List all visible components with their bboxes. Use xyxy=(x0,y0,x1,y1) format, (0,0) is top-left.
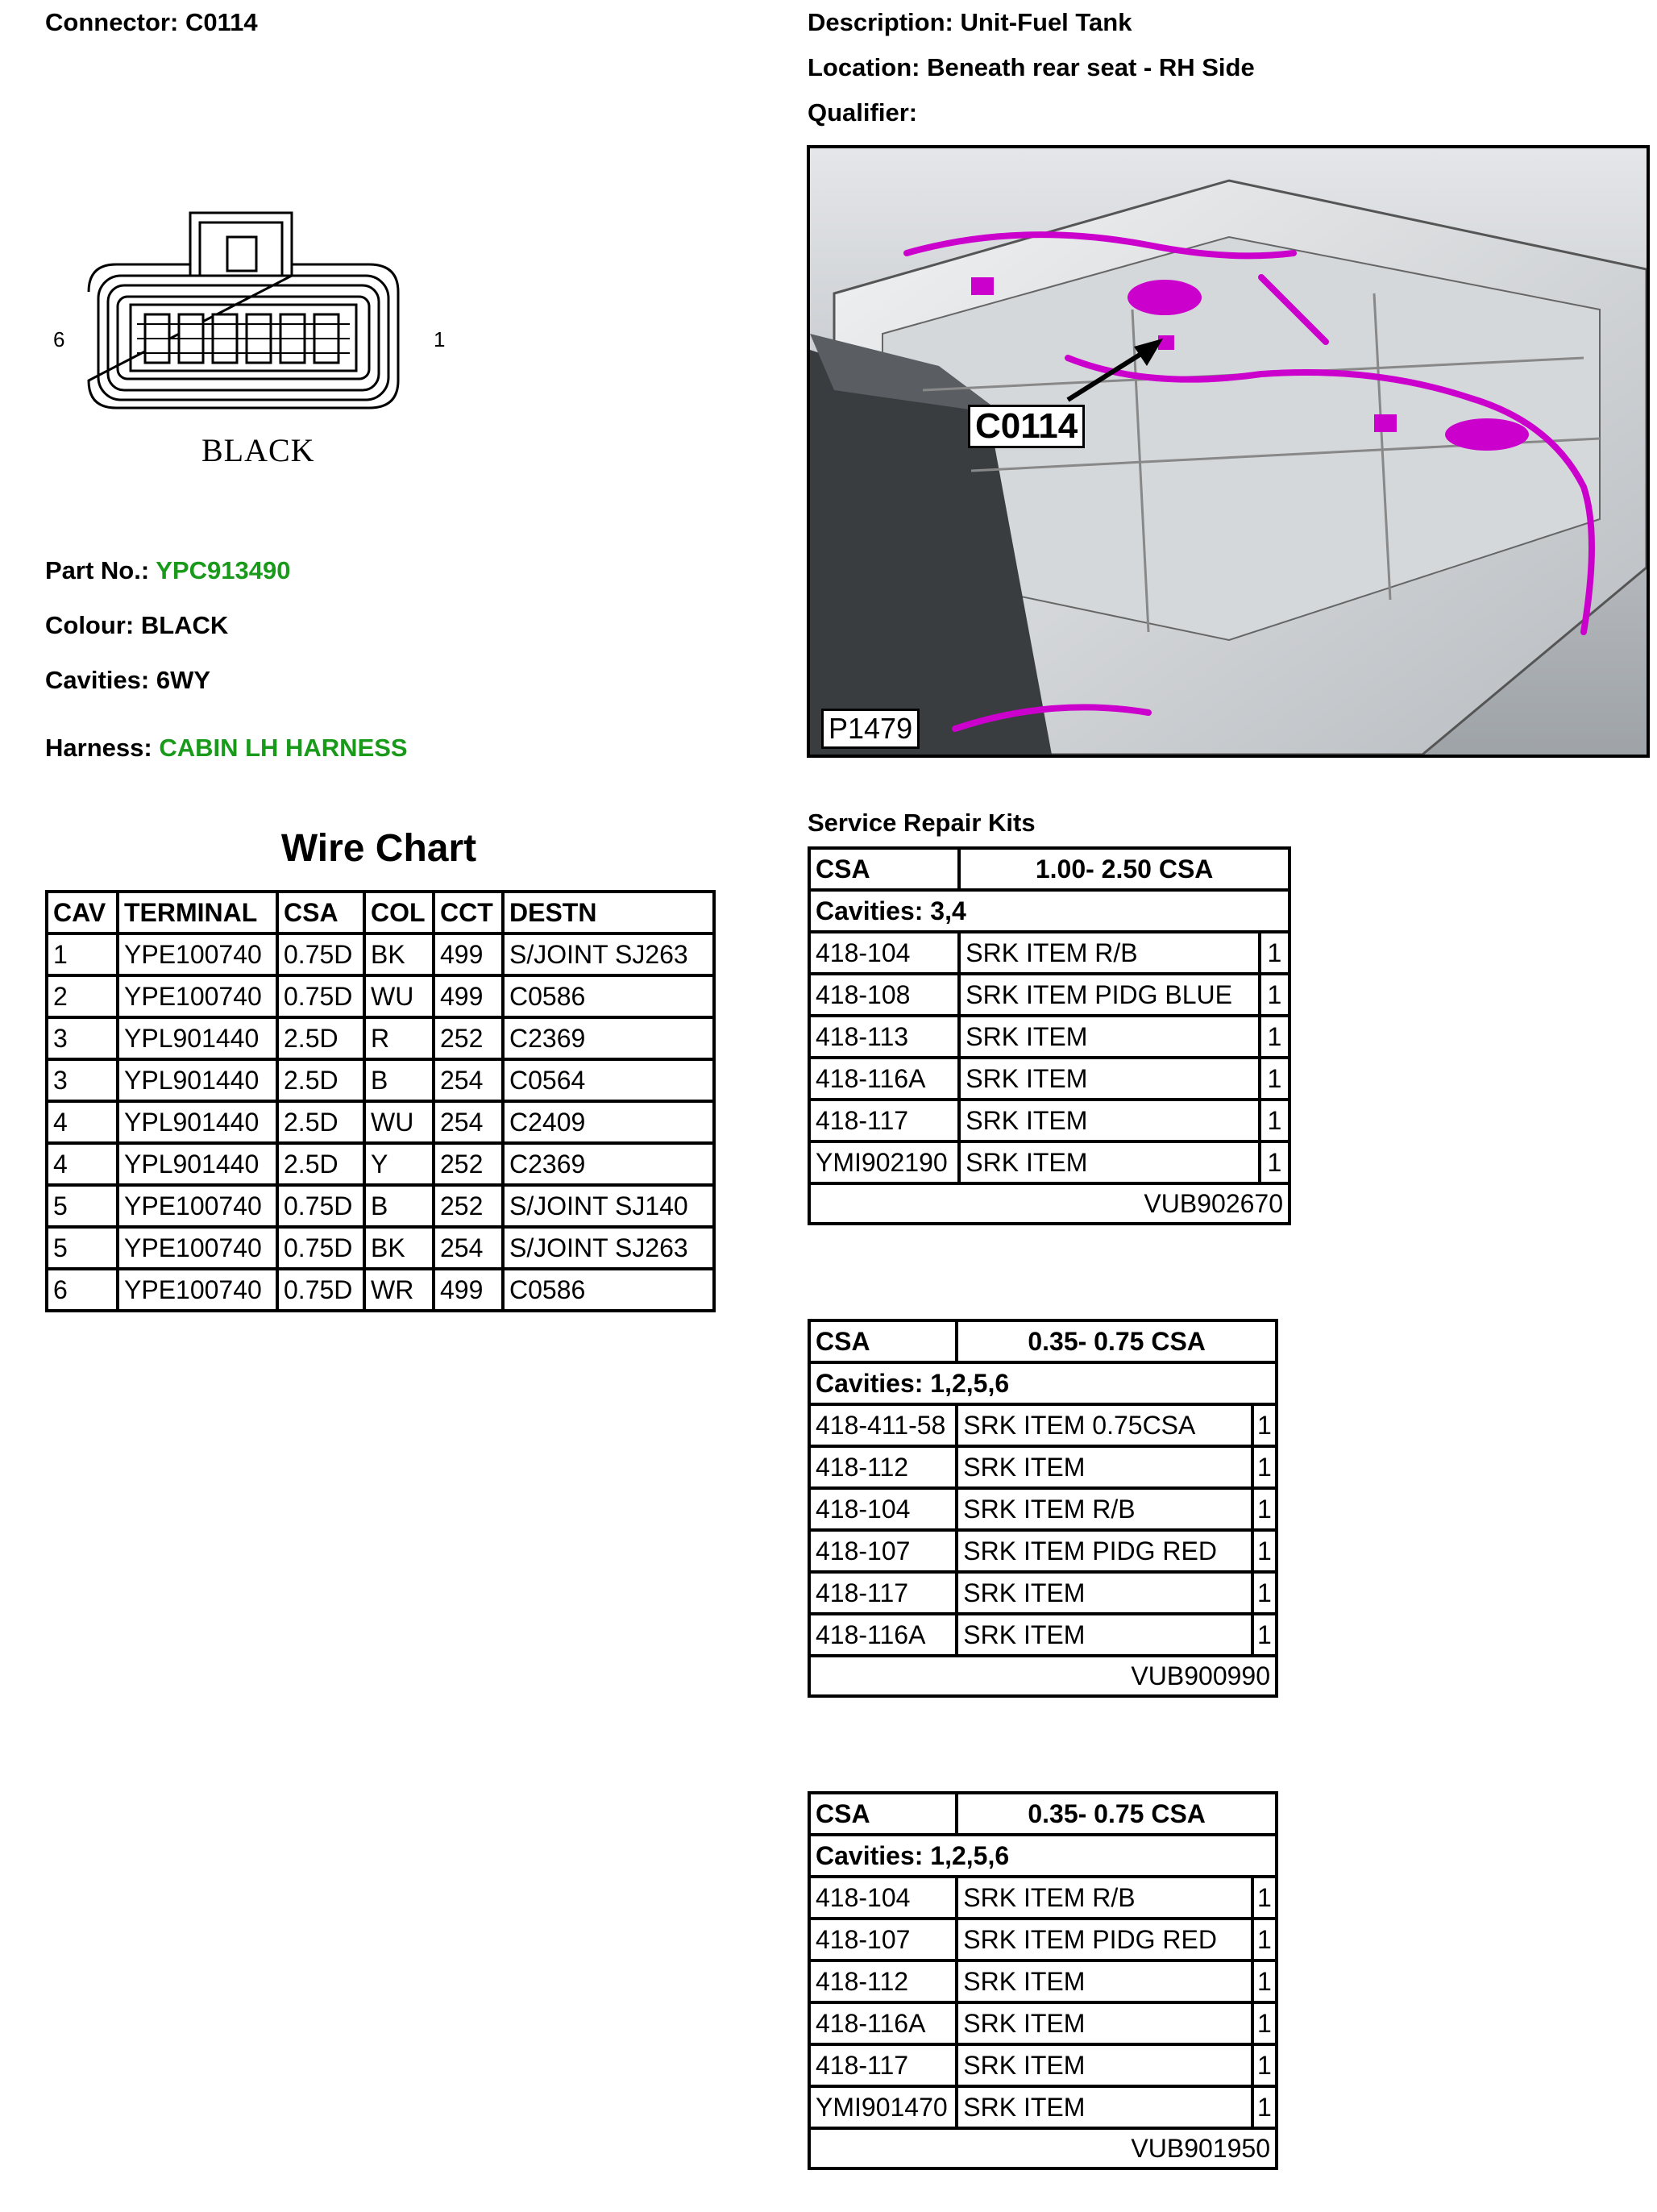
description-line xyxy=(808,8,1132,37)
kit-item-quantity: 1 xyxy=(1252,2086,1277,2128)
kit-item-description: SRK ITEM xyxy=(957,1614,1252,1656)
kit-item-part: 418-117 xyxy=(809,1100,959,1141)
kit-item-part: 418-104 xyxy=(809,932,959,974)
kit-csa-label: CSA xyxy=(809,1320,957,1362)
repair-kit-table xyxy=(808,1319,1278,1698)
kit-item-quantity: 1 xyxy=(1252,2044,1277,2086)
kit-item-row xyxy=(809,1488,1277,1530)
wire-chart-cell: YPE100740 xyxy=(118,1185,277,1227)
wire-chart-cell: YPL901440 xyxy=(118,1017,277,1059)
wire-chart-column-header: TERMINAL xyxy=(118,892,277,933)
wire-chart-cell: 0.75D xyxy=(277,1227,364,1269)
cavities-value: 6WY xyxy=(156,666,211,694)
kit-item-part: 418-116A xyxy=(809,1614,957,1656)
wire-chart-cell: C0586 xyxy=(503,1269,714,1311)
wire-chart-cell: C2409 xyxy=(503,1101,714,1143)
kit-item-row xyxy=(809,1572,1277,1614)
part-number-link[interactable]: YPC913490 xyxy=(156,556,291,584)
wire-chart-cell: YPL901440 xyxy=(118,1059,277,1101)
kit-item-description: SRK ITEM xyxy=(957,2086,1252,2128)
wire-chart-header xyxy=(47,892,714,933)
wire-chart-cell: S/JOINT SJ263 xyxy=(503,1227,714,1269)
kit-item-description: SRK ITEM xyxy=(957,1572,1252,1614)
kit-csa-label: CSA xyxy=(809,848,959,890)
kit-item-part: 418-104 xyxy=(809,1877,957,1919)
kit-item-quantity: 1 xyxy=(1252,1614,1277,1656)
callout-label: C0114 xyxy=(968,405,1085,448)
kit-item-quantity: 1 xyxy=(1260,1016,1289,1058)
kit-item-description: SRK ITEM R/B xyxy=(957,1877,1252,1919)
wire-chart-cell: 2.5D xyxy=(277,1059,364,1101)
wire-chart-cell: C2369 xyxy=(503,1143,714,1185)
wire-chart-column-header: CAV xyxy=(47,892,118,933)
wire-chart-row xyxy=(47,1059,714,1101)
kit-item-description: SRK ITEM R/B xyxy=(959,932,1260,974)
kit-item-description: SRK ITEM xyxy=(957,1446,1252,1488)
wire-chart-cell: 3 xyxy=(47,1017,118,1059)
kit-item-row xyxy=(809,2044,1277,2086)
wire-chart-row xyxy=(47,1227,714,1269)
kit-cavities: Cavities: 1,2,5,6 xyxy=(809,1835,1277,1877)
kit-item-row xyxy=(809,974,1289,1016)
wire-chart-row xyxy=(47,1017,714,1059)
kit-item-row xyxy=(809,1100,1289,1141)
kit-cavities-row xyxy=(809,1362,1277,1404)
kit-item-part: 418-107 xyxy=(809,1530,957,1572)
harness-label: Harness: xyxy=(45,734,152,762)
kit-item-row xyxy=(809,2086,1277,2128)
wire-chart-cell: 254 xyxy=(434,1227,503,1269)
wire-chart-cell: BK xyxy=(364,933,434,975)
wire-chart-row xyxy=(47,1101,714,1143)
kit-item-description: SRK ITEM xyxy=(957,2044,1252,2086)
wire-chart-cell: YPL901440 xyxy=(118,1143,277,1185)
wire-chart-cell: YPE100740 xyxy=(118,933,277,975)
kit-item-row xyxy=(809,2002,1277,2044)
kit-item-quantity: 1 xyxy=(1252,1488,1277,1530)
kit-footer-row xyxy=(809,1656,1277,1696)
wire-chart-cell: 5 xyxy=(47,1185,118,1227)
wire-chart-cell: S/JOINT SJ140 xyxy=(503,1185,714,1227)
kit-item-row xyxy=(809,932,1289,974)
qualifier-line xyxy=(808,98,917,127)
wire-chart-row xyxy=(47,1143,714,1185)
wire-chart-cell: 4 xyxy=(47,1101,118,1143)
kit-item-description: SRK ITEM PIDG RED xyxy=(957,1530,1252,1572)
connector-heading-label: Connector: xyxy=(45,8,179,36)
wire-chart-cell: WU xyxy=(364,975,434,1017)
wire-chart-cell: 2.5D xyxy=(277,1101,364,1143)
kit-csa-range: 1.00- 2.50 CSA xyxy=(959,848,1289,890)
wire-chart-cell: C0586 xyxy=(503,975,714,1017)
kit-item-row xyxy=(809,1919,1277,1960)
kit-csa-range: 0.35- 0.75 CSA xyxy=(957,1320,1277,1362)
kit-item-row xyxy=(809,1141,1289,1183)
wire-chart-cell: S/JOINT SJ263 xyxy=(503,933,714,975)
kit-cavities: Cavities: 3,4 xyxy=(809,890,1289,932)
wire-chart-cell: 0.75D xyxy=(277,1269,364,1311)
wire-chart-cell: 499 xyxy=(434,1269,503,1311)
kit-item-description: SRK ITEM xyxy=(959,1058,1260,1100)
kit-item-description: SRK ITEM xyxy=(959,1100,1260,1141)
kit-item-quantity: 1 xyxy=(1252,1572,1277,1614)
wire-chart-table xyxy=(45,890,716,1312)
wire-chart-cell: 252 xyxy=(434,1185,503,1227)
connector-heading xyxy=(45,8,258,37)
kit-item-quantity: 1 xyxy=(1260,1100,1289,1141)
photo-code: P1479 xyxy=(821,709,920,749)
kit-item-row xyxy=(809,1530,1277,1572)
kit-item-part: 418-116A xyxy=(809,1058,959,1100)
kit-item-quantity: 1 xyxy=(1252,1960,1277,2002)
kit-item-quantity: 1 xyxy=(1252,1877,1277,1919)
kit-csa-range: 0.35- 0.75 CSA xyxy=(957,1793,1277,1835)
colour-line xyxy=(45,611,228,640)
kit-item-description: SRK ITEM xyxy=(957,1960,1252,2002)
wire-chart-cell: 0.75D xyxy=(277,933,364,975)
part-number-line xyxy=(45,556,290,585)
wire-chart-row xyxy=(47,975,714,1017)
wire-chart-cell: YPE100740 xyxy=(118,975,277,1017)
wire-chart-row xyxy=(47,1185,714,1227)
kit-item-row xyxy=(809,1960,1277,2002)
colour-label: Colour: xyxy=(45,611,135,639)
kit-item-quantity: 1 xyxy=(1252,2002,1277,2044)
kit-number: VUB900990 xyxy=(809,1656,1277,1696)
connector-id: C0114 xyxy=(185,8,258,36)
kit-item-row xyxy=(809,1877,1277,1919)
kit-item-quantity: 1 xyxy=(1252,1530,1277,1572)
wire-chart-cell: 6 xyxy=(47,1269,118,1311)
kit-item-description: SRK ITEM PIDG BLUE xyxy=(959,974,1260,1016)
cavities-label: Cavities: xyxy=(45,666,150,694)
wire-chart-cell: YPE100740 xyxy=(118,1269,277,1311)
kit-csa-row xyxy=(809,1793,1277,1835)
kit-item-part: 418-112 xyxy=(809,1446,957,1488)
repair-kit-table xyxy=(808,1791,1278,2170)
location-line xyxy=(808,53,1255,82)
kit-footer-row xyxy=(809,1183,1289,1224)
harness-link[interactable]: CABIN LH HARNESS xyxy=(159,734,408,762)
kit-item-part: 418-411-58 xyxy=(809,1404,957,1446)
kit-item-part: 418-117 xyxy=(809,2044,957,2086)
wire-chart-cell: Y xyxy=(364,1143,434,1185)
pin-label-right: 1 xyxy=(434,327,446,351)
wire-chart-row xyxy=(47,933,714,975)
kit-cavities: Cavities: 1,2,5,6 xyxy=(809,1362,1277,1404)
kit-csa-label: CSA xyxy=(809,1793,957,1835)
repair-kit-table xyxy=(808,846,1291,1225)
location-label: Location: xyxy=(808,53,920,81)
kit-csa-row xyxy=(809,848,1289,890)
location-value: Beneath rear seat - RH Side xyxy=(927,53,1255,81)
kit-item-part: 418-104 xyxy=(809,1488,957,1530)
wire-chart-title: Wire Chart xyxy=(280,827,477,870)
kit-item-quantity: 1 xyxy=(1252,1919,1277,1960)
wire-chart-cell: WR xyxy=(364,1269,434,1311)
wire-chart-cell: 5 xyxy=(47,1227,118,1269)
kit-item-part: YMI901470 xyxy=(809,2086,957,2128)
kit-item-row xyxy=(809,1446,1277,1488)
wire-chart-column-header: COL xyxy=(364,892,434,933)
description-label: Description: xyxy=(808,8,953,36)
cavities-line xyxy=(45,666,210,695)
wire-chart-cell: 2 xyxy=(47,975,118,1017)
kit-item-part: YMI902190 xyxy=(809,1141,959,1183)
wire-chart-cell: YPL901440 xyxy=(118,1101,277,1143)
kit-item-row xyxy=(809,1016,1289,1058)
wire-chart-column-header: DESTN xyxy=(503,892,714,933)
kit-item-description: SRK ITEM R/B xyxy=(957,1488,1252,1530)
connector-face-diagram xyxy=(40,202,459,435)
kit-item-quantity: 1 xyxy=(1252,1404,1277,1446)
wire-chart-cell: 2.5D xyxy=(277,1143,364,1185)
qualifier-label: Qualifier: xyxy=(808,98,918,127)
kit-item-row xyxy=(809,1404,1277,1446)
wire-chart-cell: 499 xyxy=(434,975,503,1017)
wire-chart-cell: 0.75D xyxy=(277,1185,364,1227)
wire-chart-cell: 4 xyxy=(47,1143,118,1185)
wire-chart-row xyxy=(47,1269,714,1311)
kit-item-part: 418-107 xyxy=(809,1919,957,1960)
wire-chart-cell: 499 xyxy=(434,933,503,975)
kit-item-description: SRK ITEM 0.75CSA xyxy=(957,1404,1252,1446)
colour-value: BLACK xyxy=(140,611,229,639)
wire-chart-cell: 252 xyxy=(434,1143,503,1185)
wire-chart-cell: B xyxy=(364,1059,434,1101)
kit-item-row xyxy=(809,1058,1289,1100)
harness-line xyxy=(45,734,408,763)
wire-chart-cell: C0564 xyxy=(503,1059,714,1101)
wire-chart-cell: 254 xyxy=(434,1101,503,1143)
kit-item-row xyxy=(809,1614,1277,1656)
location-illustration xyxy=(807,145,1650,758)
pin-label-left: 6 xyxy=(53,327,65,351)
description-value: Unit-Fuel Tank xyxy=(960,8,1132,36)
service-kits-title: Service Repair Kits xyxy=(808,809,1036,837)
kit-cavities-row xyxy=(809,890,1289,932)
kit-item-quantity: 1 xyxy=(1252,1446,1277,1488)
kit-item-description: SRK ITEM PIDG RED xyxy=(957,1919,1252,1960)
kit-item-quantity: 1 xyxy=(1260,1141,1289,1183)
kit-item-part: 418-112 xyxy=(809,1960,957,2002)
wire-chart-cell: B xyxy=(364,1185,434,1227)
kit-item-quantity: 1 xyxy=(1260,932,1289,974)
kit-cavities-row xyxy=(809,1835,1277,1877)
wire-chart-cell: 2.5D xyxy=(277,1017,364,1059)
kit-footer-row xyxy=(809,2128,1277,2168)
kit-item-part: 418-117 xyxy=(809,1572,957,1614)
connector-colour-caption: BLACK xyxy=(201,432,315,468)
wire-chart-cell: 254 xyxy=(434,1059,503,1101)
wire-chart-column-header: CSA xyxy=(277,892,364,933)
kit-item-description: SRK ITEM xyxy=(957,2002,1252,2044)
wire-chart-cell: WU xyxy=(364,1101,434,1143)
kit-number: VUB901950 xyxy=(809,2128,1277,2168)
kit-item-part: 418-113 xyxy=(809,1016,959,1058)
wire-chart-cell: YPE100740 xyxy=(118,1227,277,1269)
wire-chart-cell: 1 xyxy=(47,933,118,975)
part-number-label: Part No.: xyxy=(45,556,150,584)
kit-csa-row xyxy=(809,1320,1277,1362)
wire-chart-cell: 0.75D xyxy=(277,975,364,1017)
kit-item-quantity: 1 xyxy=(1260,1058,1289,1100)
kit-item-quantity: 1 xyxy=(1260,974,1289,1016)
kit-item-description: SRK ITEM xyxy=(959,1016,1260,1058)
wire-chart-cell: BK xyxy=(364,1227,434,1269)
kit-item-part: 418-108 xyxy=(809,974,959,1016)
kit-number: VUB902670 xyxy=(809,1183,1289,1224)
kit-item-part: 418-116A xyxy=(809,2002,957,2044)
wire-chart-cell: 252 xyxy=(434,1017,503,1059)
wire-chart-cell: R xyxy=(364,1017,434,1059)
wire-chart-column-header: CCT xyxy=(434,892,503,933)
wire-chart-cell: C2369 xyxy=(503,1017,714,1059)
wire-chart-cell: 3 xyxy=(47,1059,118,1101)
kit-item-description: SRK ITEM xyxy=(959,1141,1260,1183)
